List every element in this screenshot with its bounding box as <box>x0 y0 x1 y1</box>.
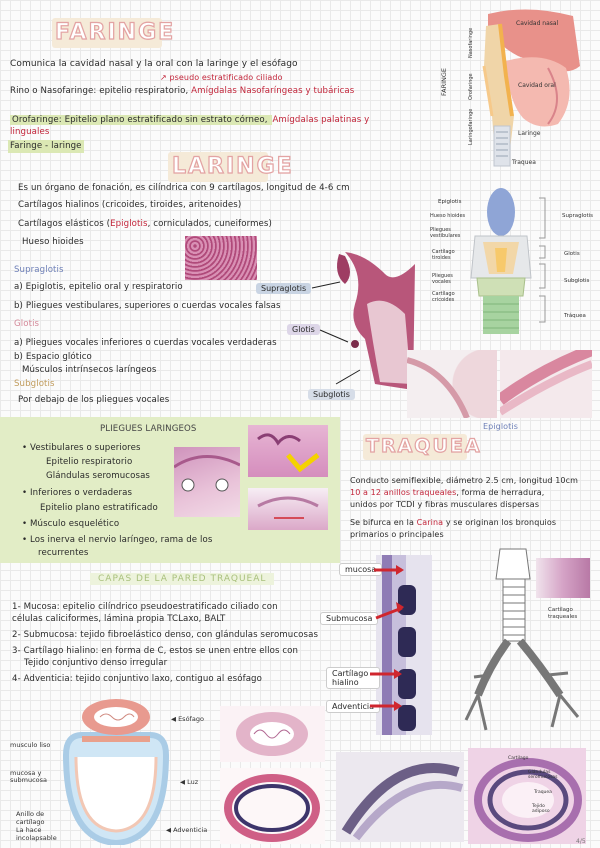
supraglotis-a: a) Epiglotis, epitelio oral y respiratorio <box>14 282 183 292</box>
label-epiglotis: Epiglotis <box>438 199 462 205</box>
label-glotis-right: Glotis <box>564 251 580 257</box>
pliegues-title: PLIEGUES LARINGEOS <box>100 424 197 434</box>
traquea-line-2: 10 a 12 anillos traqueales, forma de herradura, <box>350 488 545 497</box>
faringe-line-2: Rino o Nasofaringe: epitelio respiratorio, Amígdalas Nasofaríngeas y tubáricas <box>10 86 355 96</box>
laringe-line-3: Cartílagos elásticos (Epiglotis, corniculados, cuneiformes) <box>18 219 272 229</box>
label-traquea-faringe: Traquea <box>512 159 536 166</box>
laringe-title: LARINGE <box>172 154 294 179</box>
glotis-b: b) Espacio glótico <box>14 352 92 362</box>
traquea-histology-gray <box>336 752 464 842</box>
label-cartilago-tiroides: Cartílago tiroides <box>432 249 455 261</box>
subglotis-heading: Subglotis <box>14 379 55 389</box>
glotis-heading: Glotis <box>14 319 40 329</box>
label-musculo-liso: musculo liso <box>10 741 51 749</box>
histo-label-tejido: Tejido adiposo <box>532 804 550 814</box>
label-cartilago-cricoides: Cartílago cricoides <box>432 291 455 303</box>
histo-label-traquea: Traquea <box>534 790 552 795</box>
histo-label-cartilago: Cartilago <box>508 756 529 761</box>
pliegues-histology-1 <box>174 447 240 517</box>
laringe-diagram <box>465 186 537 334</box>
subglotis-a: Por debajo de los pliegues vocales <box>18 395 170 405</box>
faringe-line-4: Faringe - laringe <box>10 141 82 151</box>
laringe-brackets <box>537 196 563 326</box>
pliegues-b2: • Inferiores o verdaderas <box>22 488 133 498</box>
label-luz: ◀ Luz <box>180 778 199 786</box>
pliegues-histology-2 <box>248 425 328 477</box>
pliegues-b2a: Epitelio plano estratificado <box>40 503 158 513</box>
label-anillo-cartilago: Anillo de cartílago La hace incolapsable <box>16 810 57 842</box>
traquea-cross-section <box>60 695 172 845</box>
capas-1b: células caliciformes, lámina propia TCLaxo, BALT <box>12 614 226 624</box>
capas-title: CAPAS DE LA PARED TRAQUEAL <box>90 573 274 586</box>
supraglotis-b: b) Pliegues vestibulares, superiores o cuerdas vocales falsas <box>14 301 281 311</box>
tag-glotis: Glotis <box>287 324 320 335</box>
capas-arrows <box>368 560 408 720</box>
tag-cartilago-hialino: Cartílago hialino <box>326 667 380 689</box>
label-pliegues-vocales: Pliegues vocales <box>432 273 453 285</box>
pliegues-b1a: Epitelio respiratorio <box>46 457 133 467</box>
traquea-histology-labeled <box>468 748 586 844</box>
tag-adventicia: Adventicia <box>326 700 380 713</box>
label-cavidad-nasal: Cavidad nasal <box>516 20 559 27</box>
page-number: 4/5 <box>576 838 586 845</box>
traquea-line-4: Se bifurca en la Carina y se originan los bronquios <box>350 518 557 527</box>
label-esofago: ◀ Esófago <box>171 715 204 723</box>
label-cavidad-oral: Cavidad oral <box>518 82 556 89</box>
faringe-line-3: Orofaringe: Epitelio plano estratificado sin estrato córneo, Amígdalas palatinas y <box>12 115 370 125</box>
label-pliegues-vestibulares: Pliegues vestibulares <box>430 227 461 239</box>
supraglotis-heading: Supraglotis <box>14 265 64 275</box>
side-label-naso: Nasofaringe <box>468 27 474 58</box>
pliegues-b1b: Glándulas seromucosas <box>46 471 151 481</box>
epiglotis-caption: Epiglotis <box>483 422 518 431</box>
tag-supraglotis: Supraglotis <box>256 283 311 294</box>
faringe-line-3b: linguales <box>10 127 50 137</box>
esofago-histology <box>220 706 325 762</box>
tag-subglotis: Subglotis <box>308 389 355 400</box>
label-hueso-hioides: Hueso hioides <box>430 213 466 219</box>
tag-submucosa: Submucosa <box>320 612 378 625</box>
traquea-histology-inset <box>536 558 590 598</box>
histology-thumbnail <box>185 236 257 280</box>
traquea-ring-histology <box>220 768 325 844</box>
traquea-line-3: unidos por TCDI y fibras musculares dispersas <box>350 500 540 509</box>
laringe-line-2: Cartílagos hialinos (cricoides, tiroides, aritenoides) <box>18 200 242 210</box>
label-supraglotis-right: Supraglotis <box>562 213 594 219</box>
pliegues-histology-3 <box>248 488 328 530</box>
tag-arrows <box>300 280 420 400</box>
histo-label-glandulas: Glándulas seromucosas <box>528 770 558 780</box>
glotis-a: a) Pliegues vocales inferiores o cuerdas vocales verdaderas <box>14 338 277 348</box>
pliegues-b1: • Vestibulares o superiores <box>22 443 141 453</box>
epiglotis-histology-2 <box>500 350 592 418</box>
label-mucosa-submucosa: mucosa y submucosa <box>10 769 48 784</box>
capas-2: 2- Submucosa: tejido fibroelástico denso, con glándulas seromucosas <box>12 630 319 640</box>
capas-1a: 1- Mucosa: epitelio cilíndrico pseudoestratificado ciliado con <box>12 602 278 612</box>
label-laringe: Laringe <box>518 130 541 137</box>
faringe-annotation: ↗ pseudo estratificado ciliado <box>160 73 283 82</box>
traquea-title: TRAQUEA <box>366 435 482 457</box>
pliegues-b4b: recurrentes <box>38 548 89 558</box>
laringe-line-1: Es un órgano de fonación, es cilíndrica con 9 cartílagos, longitud de 4-6 cm <box>18 183 350 193</box>
label-traquea-right: Tráquea <box>564 313 586 319</box>
traquea-line-1: Conducto semiflexible, diámetro 2.5 cm, longitud 10cm <box>350 476 578 485</box>
pliegues-b3: • Músculo esquelético <box>22 519 120 529</box>
tag-mucosa: mucosa <box>339 563 382 576</box>
capas-3a: 3- Cartílago hialino: en forma de C, estos se unen entre ellos con <box>12 646 299 656</box>
side-label-laringo: Laringofaringe <box>468 108 474 145</box>
label-subglotis-right: Subglotis <box>564 278 590 284</box>
laringe-line-4: Hueso hioides <box>22 237 84 247</box>
capas-4: 4- Adventicia: tejido conjuntivo laxo, contiguo al esófago <box>12 674 262 684</box>
label-adventicia-cross: ◀ Adventicia <box>166 826 208 834</box>
faringe-line-1: Comunica la cavidad nasal y la oral con la laringe y el esófago <box>10 59 298 69</box>
traquea-line-5: primarios o principales <box>350 530 444 539</box>
side-label-faringe: FARINGE <box>440 67 448 96</box>
epiglotis-histology-1 <box>407 350 497 418</box>
side-label-oro: Orofaringe <box>468 73 474 100</box>
capas-3b: Tejido conjuntivo denso irregular <box>24 658 168 668</box>
glotis-c: Músculos intrínsecos laríngeos <box>22 365 157 375</box>
label-cartilago-traqueales: Cartílago traqueales <box>548 607 578 620</box>
pliegues-b4a: • Los inerva el nervio laríngeo, rama de los <box>22 535 213 545</box>
faringe-title: FARINGE <box>55 20 176 45</box>
